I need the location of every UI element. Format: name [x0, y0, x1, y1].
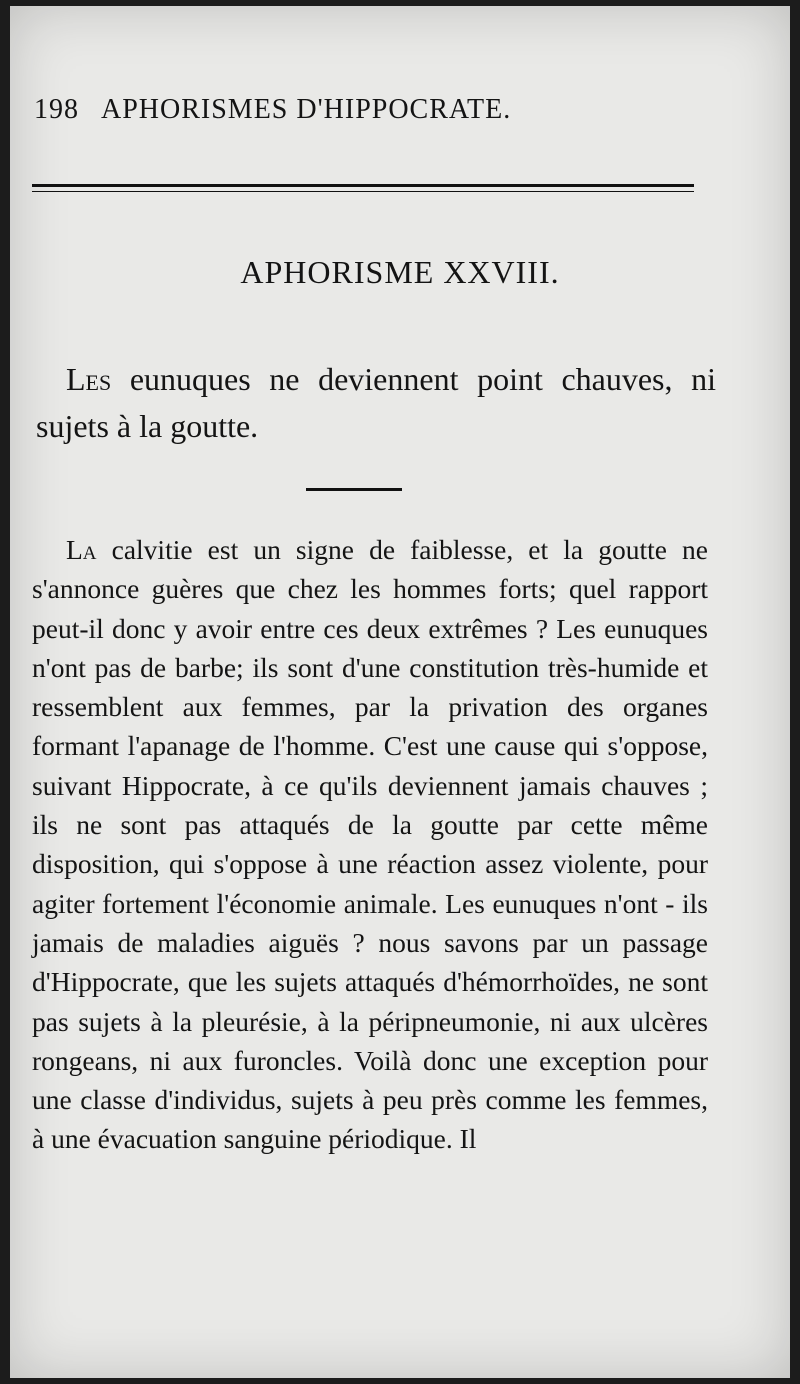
aphorism-title: APHORISME XXVIII.	[240, 254, 560, 290]
page-number: 198	[34, 94, 79, 125]
aphorism-lead-word: Les	[66, 361, 112, 397]
commentary-paragraph	[32, 530, 708, 1159]
page-header	[34, 94, 511, 126]
aphorism-text	[36, 356, 716, 450]
aphorism-body: eunuques ne deviennent point chauves, ni sujets à la goutte.	[36, 361, 716, 444]
section-divider	[306, 488, 402, 491]
book-page	[10, 6, 790, 1378]
running-title: APHORISMES D'HIPPOCRATE.	[101, 94, 512, 125]
header-double-rule	[32, 184, 694, 192]
commentary-lead-word: La	[66, 534, 97, 565]
commentary-body: calvitie est un signe de faiblesse, et la goutte ne s'annonce guères que chez les hommes forts; quel rapport peut-il donc y avoir entre ces deux extrêmes ? Les eunuques n'ont pas de barbe; ils sont d'une constitution très-humide et ressemblent aux femmes, par la privation des organes formant l'apanage de l'homme. C'est une cause qui s'oppose, suivant Hippocrate, à ce qu'ils deviennent jamais chauves ; ils ne sont pas attaqués de la goutte par cette même disposition, qui s'oppose à une réaction assez violente, pour agiter fortement l'économie animale. Les eunuques n'ont - ils jamais de maladies aiguës ? nous savons par un passage d'Hippocrate, que les sujets attaqués d'hémorrhoïdes, ne sont pas sujets à la pleurésie, à la péripneumonie, ni aux ulcères rongeans, ni aux furoncles. Voilà donc une exception pour une classe d'individus, sujets à peu près comme les femmes, à une évacuation sanguine périodique. Il	[32, 534, 708, 1155]
